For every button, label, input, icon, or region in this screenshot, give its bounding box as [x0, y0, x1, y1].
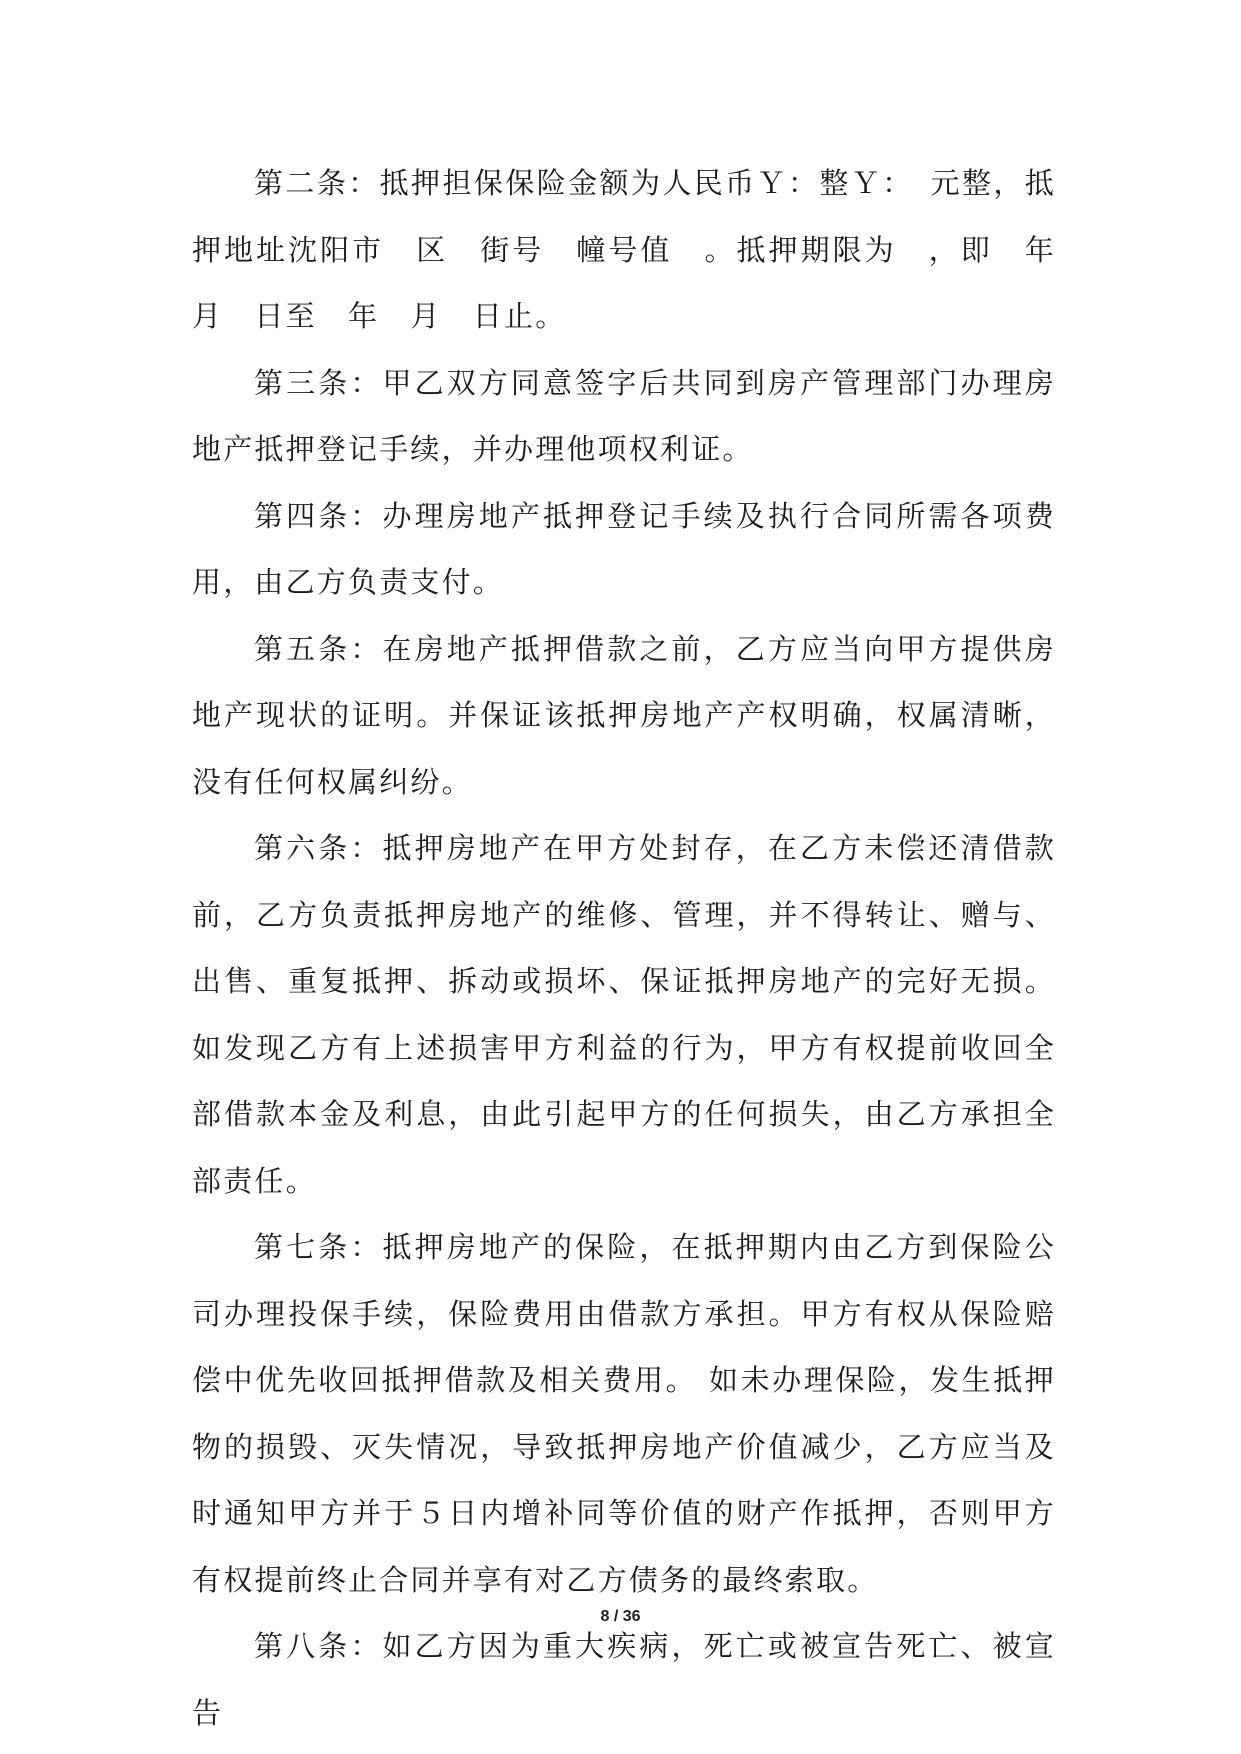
clause-8-paragraph: 第八条：如乙方因为重大疾病，死亡或被宣告死亡、被宣告: [192, 1629, 1056, 1730]
page-number: 8 / 36: [600, 1608, 641, 1625]
clause-2-paragraph: 第二条：抵押担保保险金额为人民币Ｙ：整Ｙ： 元整，抵押地址沈阳市 区 街号 幢号值 。抵押期限为 ，即 年 月 日至 年 月 日止。: [192, 166, 1088, 333]
document-body: [192, 150, 1088, 1746]
clause-3-paragraph: 第三条：甲乙双方同意签字后共同到房产管理部门办理房地产抵押登记手续，并办理他项权利证。: [192, 365, 1056, 466]
clause-6-paragraph: 第六条：抵押房地产在甲方处封存，在乙方未偿还清借款前，乙方负责抵押房地产的维修、管理，并不得转让、赠与、出售、重复抵押、拆动或损坏、保证抵押房地产的完好无损。如发现乙方有上述损害甲方利益的行为，甲方有权提前收回全部借款本金及利息，由此引起甲方的任何损失，由乙方承担全部责任。: [192, 831, 1056, 1198]
clause-7-paragraph: 第七条：抵押房地产的保险，在抵押期内由乙方到保险公司办理投保手续，保险费用由借款方承担。甲方有权从保险赔偿中优先收回抵押借款及相关费用。 如未办理保险，发生抵押物的损毁、灭失情况，导致抵押房地产价值减少，乙方应当及时通知甲方并于５日内增补同等价值的财产作抵押，否则甲方有权提前终止合同并享有对乙方债务的最终索取。: [192, 1230, 1056, 1597]
clause-5-paragraph: 第五条：在房地产抵押借款之前，乙方应当向甲方提供房地产现状的证明。并保证该抵押房地产产权明确，权属清晰，没有任何权属纠纷。: [192, 631, 1056, 799]
clause-4-paragraph: 第四条：办理房地产抵押登记手续及执行合同所需各项费用，由乙方负责支付。: [192, 498, 1056, 599]
